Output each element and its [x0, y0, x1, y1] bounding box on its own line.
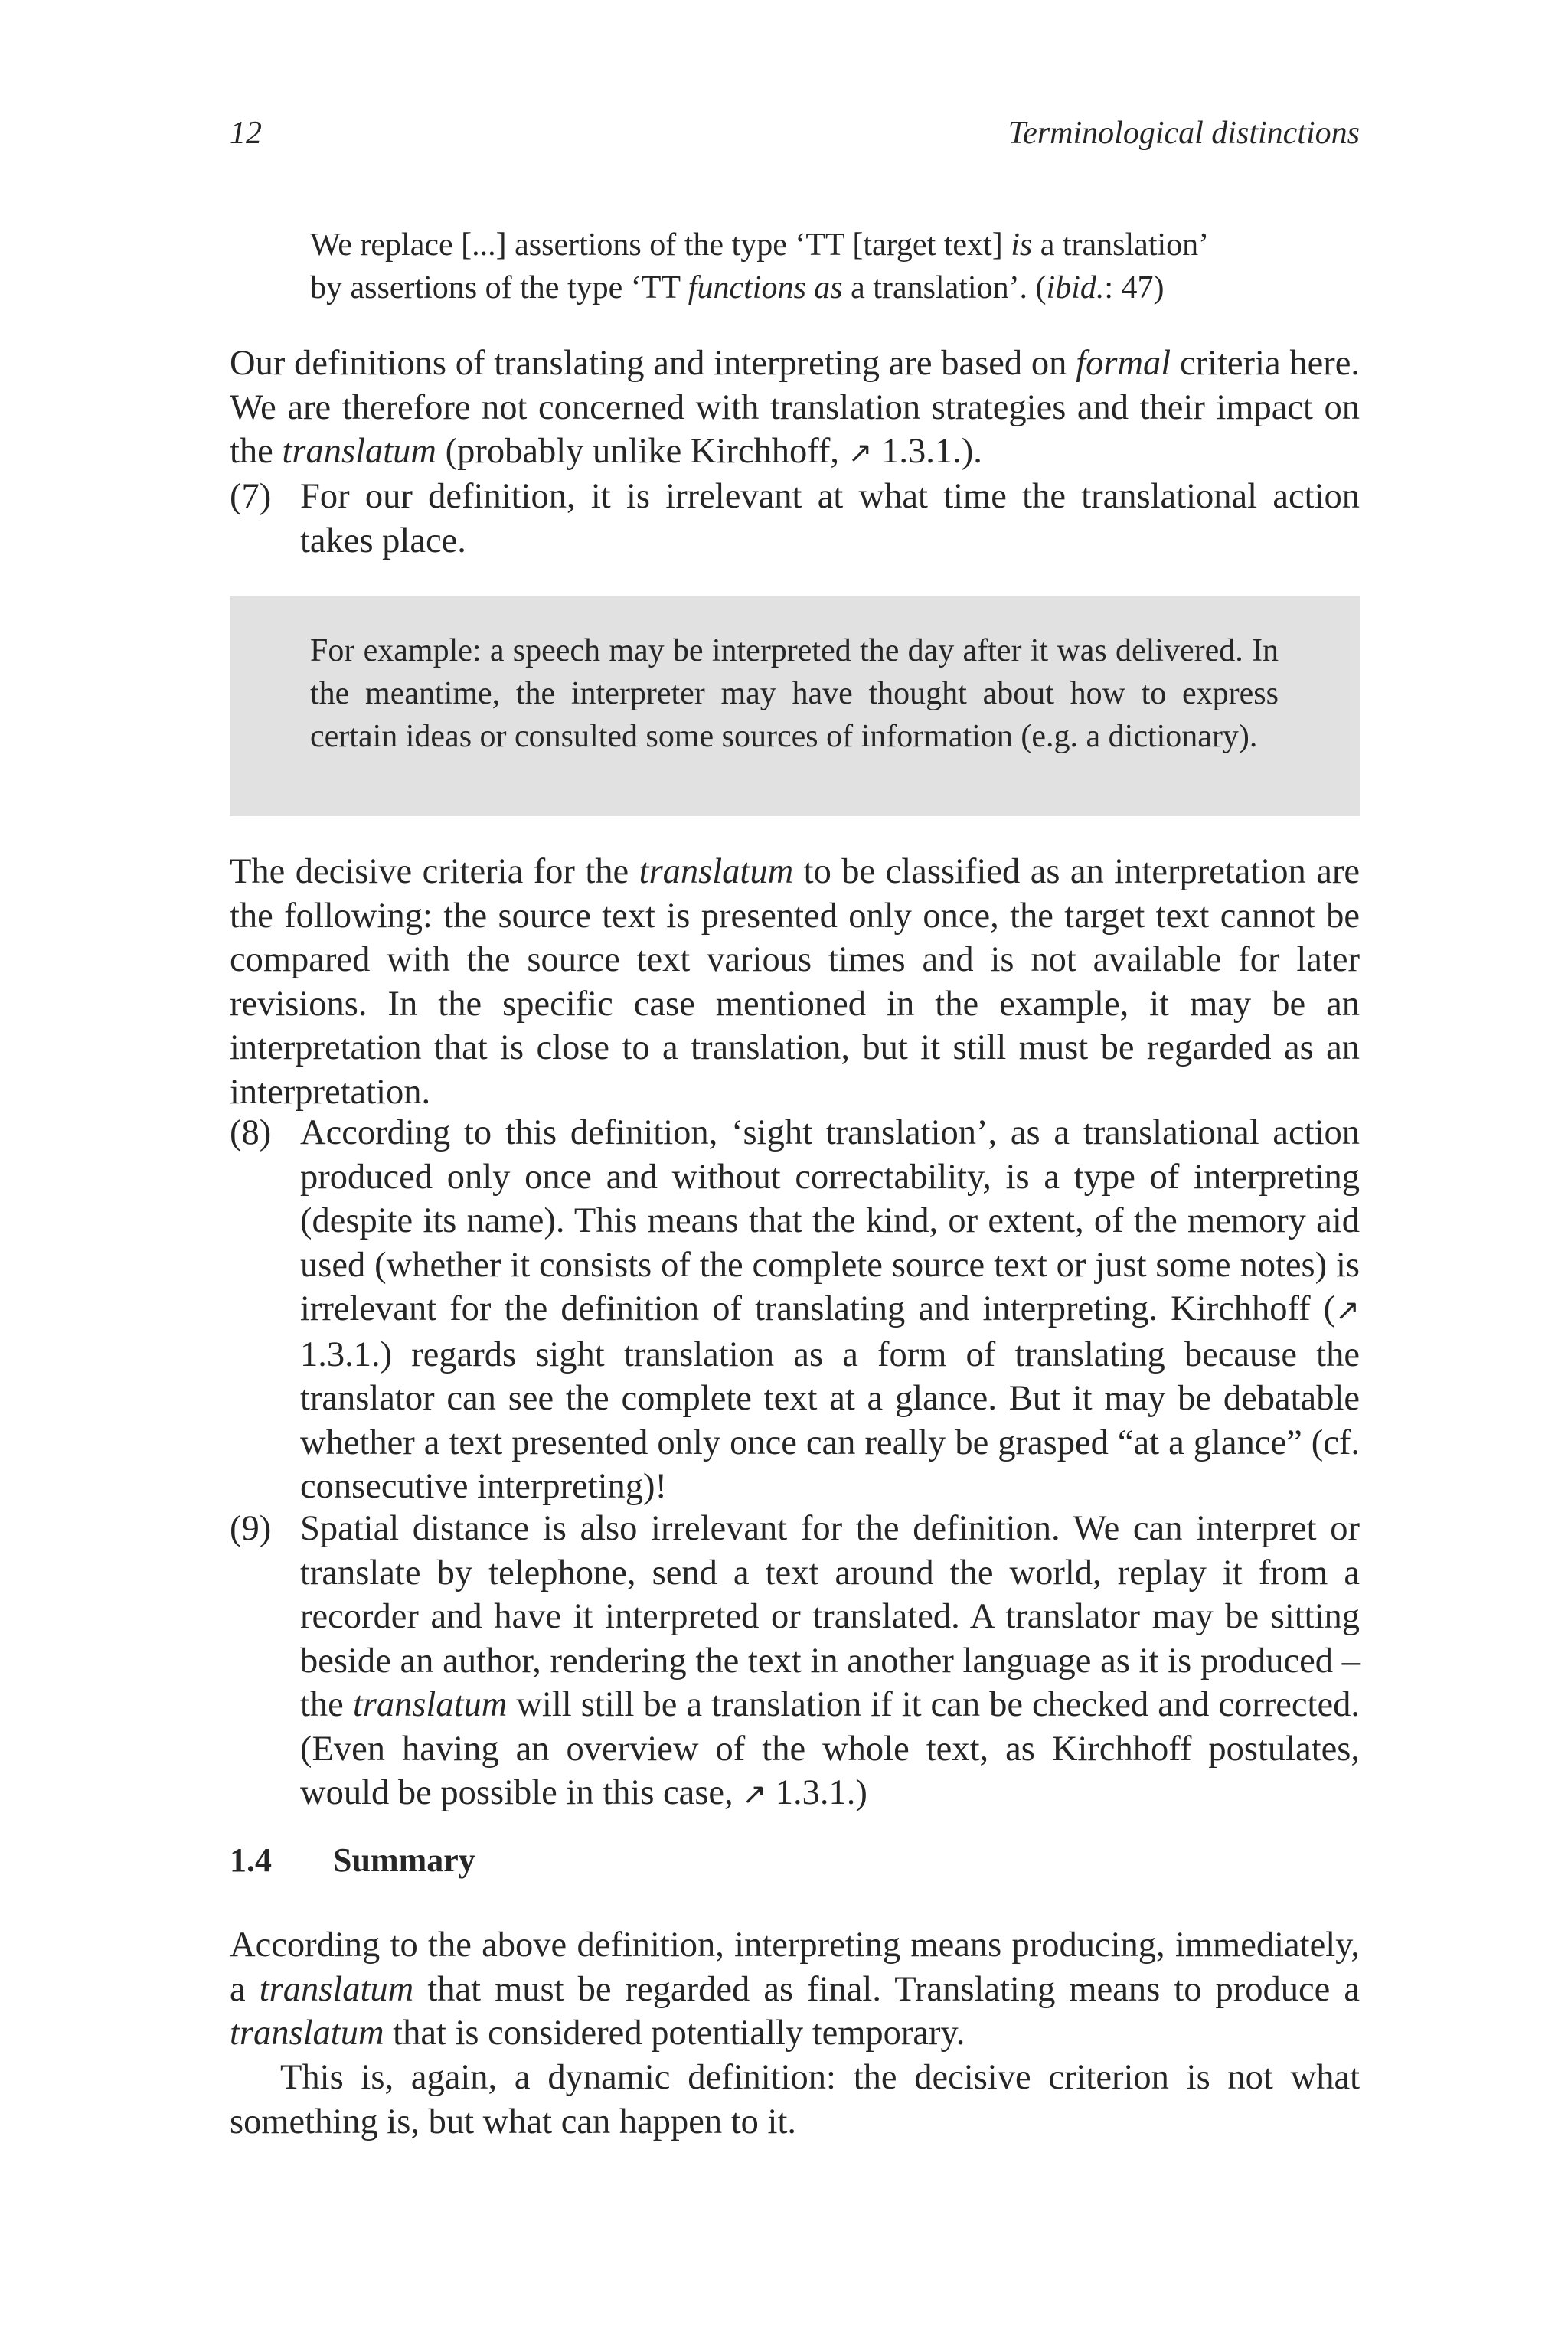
- item-text: For our definition, it is irrelevant at what time the translational action takes place.: [300, 477, 1360, 560]
- running-title: Terminological distinctions: [1008, 116, 1360, 151]
- cross-reference: 1.3.1.: [775, 1773, 856, 1812]
- north-east-arrow-icon: ↗: [742, 1777, 767, 1811]
- paragraph-dynamic-definition: This is, again, a dynamic definition: the decisive criterion is not what something is, but what can happen to it.: [230, 2058, 1360, 2141]
- paragraph-formal-criteria: Our definitions of translating and interpreting are based on formal criteria here. We are therefore not concerned with translation strategies and their impact on the translatum (probably unlike Kirchhoff, ↗ 1.3.1.).: [230, 344, 1360, 471]
- numbered-item-7: [230, 475, 1360, 563]
- example-text: For example: a speech may be interpreted the day after it was delivered. In the meantime, the interpreter may have thought about how to express certain ideas or consulted some sources of information (e.g. a dictionary).: [310, 633, 1279, 754]
- item-number: (7): [230, 477, 272, 516]
- paragraph-decisive-criteria: The decisive criteria for the translatum to be classified as an interpretation are the following: the source text is presented only once, the target text cannot be compared with the source text various times and is not available for later revisions. In the specific case mentioned in the example, it may be an interpretation that is close to a translation, but it still must be regarded as an interpretation.: [230, 852, 1360, 1112]
- north-east-arrow-icon: ↗: [1335, 1293, 1360, 1327]
- north-east-arrow-icon: ↗: [848, 436, 873, 469]
- numbered-item-8: (8) According to this definition, ‘sight translation’, as a translational action produced only once and without correctability, is a type of interpreting (despite its name). This means that the kind, or extent, of the memory aid used (whether it consists of the complete source text or just some notes) is irrelevant for the definition of translating and interpreting. Kirchhoff (↗ 1.3.1.) regards sight translation as a form of translating because the translator can see the complete text at a glance. But it may be debatable whether a text presented only once can really be grasped “at a glance” (cf. consecutive interpreting)!: [230, 1111, 1360, 1509]
- cross-reference: 1.3.1.: [300, 1334, 381, 1374]
- section-heading: [230, 1839, 475, 1882]
- paragraph-summary: According to the above definition, interpreting means producing, immediately, a translatum that must be regarded as final. Translating means to produce a translatum that is considered potentially temporary.: [230, 1926, 1360, 2053]
- item-number: (9): [230, 1509, 272, 1548]
- quote-line-1: We replace [...] assertions of the type ‘TT [target text] is a translation’: [310, 227, 1210, 263]
- block-quote: [310, 224, 1305, 309]
- numbered-item-9: (9) Spatial distance is also irrelevant for the definition. We can interpret or translate by telephone, send a text around the world, replay it from a recorder and have it interpreted or translated. A translator may be sitting beside an author, rendering the text in another language as it is produced – the translatum will still be a translation if it can be checked and corrected. (Even having an overview of the whole text, as Kirchhoff postulates, would be possible in this case, ↗ 1.3.1.): [230, 1507, 1360, 1817]
- item-number: (8): [230, 1113, 272, 1152]
- section-number: 1.4: [230, 1841, 272, 1879]
- quote-line-2: by assertions of the type ‘TT functions as a translation’. (ibid.: 47): [310, 270, 1165, 305]
- page-number: 12: [230, 116, 262, 151]
- cross-reference: 1.3.1.: [881, 432, 962, 471]
- section-title: Summary: [333, 1841, 475, 1879]
